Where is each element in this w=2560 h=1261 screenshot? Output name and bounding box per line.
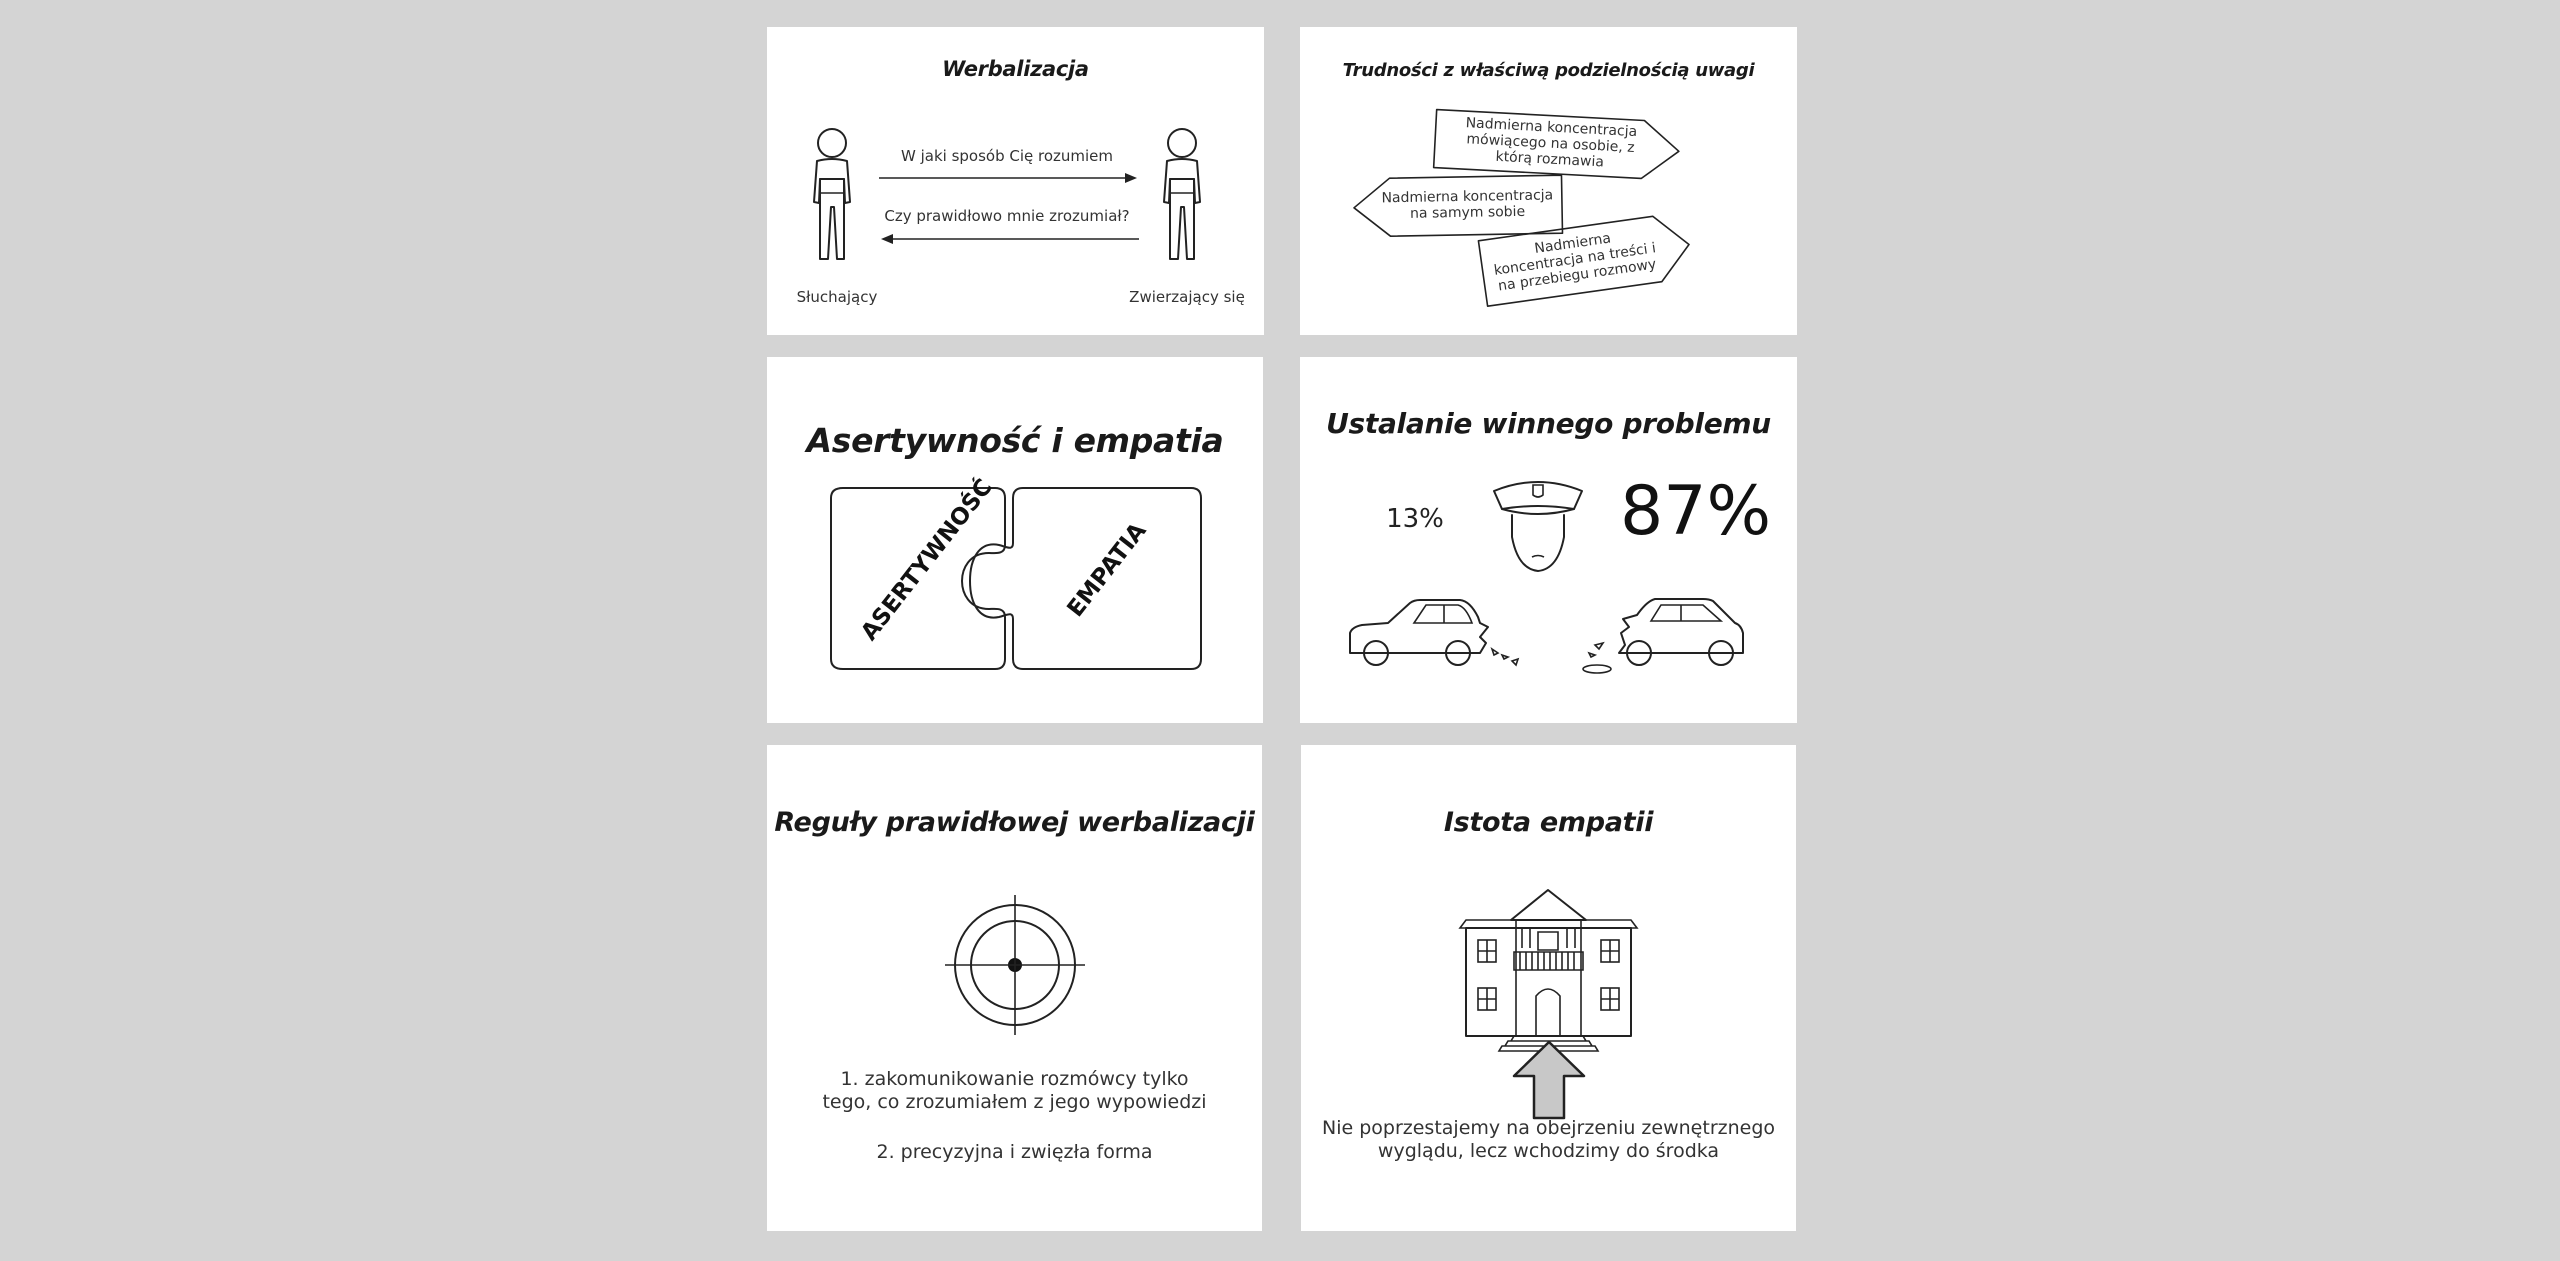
caption-line-1: Nie poprzestajemy na obejrzeniu zewnętrznego bbox=[1321, 1117, 1776, 1139]
puzzle-left-label: ASERTYWNOŚĆ bbox=[856, 474, 998, 646]
rule-2: 2. precyzyjna i zwięzła forma bbox=[876, 1141, 1153, 1163]
sign-label: Nadmierna koncentracja na treści i na przebiegu rozmowy bbox=[1492, 230, 1658, 295]
arrow-left-icon bbox=[879, 233, 1139, 245]
slide-reguly bbox=[767, 745, 1262, 1231]
slide-asertywnosc bbox=[767, 357, 1263, 723]
rule-1-line-1: 1. zakomunikowanie rozmówcy tylko bbox=[840, 1068, 1189, 1090]
signpost-icon bbox=[1351, 173, 1564, 239]
slide-title: Werbalizacja bbox=[942, 57, 1089, 81]
sign-label: Nadmierna koncentracja na samym sobie bbox=[1381, 187, 1554, 222]
car-icon bbox=[1348, 597, 1528, 667]
sign-label: Nadmierna koncentracja mówiącego na osobie, z którą rozmawia bbox=[1465, 115, 1638, 171]
arrow-top-label: W jaki sposób Cię rozumiem bbox=[900, 147, 1114, 165]
person-icon bbox=[1157, 127, 1207, 262]
percent-small: 13% bbox=[1386, 504, 1444, 534]
person-icon bbox=[807, 127, 857, 262]
arrow-bottom-label: Czy prawidłowo mnie zrozumiał? bbox=[884, 207, 1130, 225]
confider-label: Zwierzający się bbox=[1129, 288, 1245, 306]
puzzle-right-label: EMPATIA bbox=[1062, 518, 1152, 622]
arrow-up-icon bbox=[1512, 1040, 1586, 1120]
slide-werbalizacja bbox=[767, 27, 1264, 335]
arrow-right-icon bbox=[879, 172, 1139, 184]
police-officer-icon bbox=[1488, 475, 1588, 575]
slide-title: Trudności z właściwą podzielnością uwagi bbox=[1342, 60, 1755, 81]
listener-label: Słuchający bbox=[796, 288, 878, 306]
building-icon bbox=[1456, 888, 1641, 1058]
slide-title: Asertywność i empatia bbox=[806, 421, 1224, 460]
slide-empatia bbox=[1301, 745, 1796, 1231]
slide-trudnosci bbox=[1300, 27, 1797, 335]
signpost-icon bbox=[1432, 108, 1685, 183]
caption-line-2: wyglądu, lecz wchodzimy do środka bbox=[1377, 1140, 1720, 1162]
car-icon bbox=[1575, 597, 1745, 687]
slide-winny bbox=[1300, 357, 1797, 723]
target-icon bbox=[945, 895, 1085, 1035]
rule-1-line-2: tego, co zrozumiałem z jego wypowiedzi bbox=[822, 1091, 1207, 1113]
percent-large: 87% bbox=[1620, 472, 1772, 551]
slide-title: Reguły prawidłowej werbalizacji bbox=[774, 807, 1255, 838]
slide-title: Ustalanie winnego problemu bbox=[1326, 407, 1771, 440]
slide-title: Istota empatii bbox=[1443, 807, 1654, 838]
